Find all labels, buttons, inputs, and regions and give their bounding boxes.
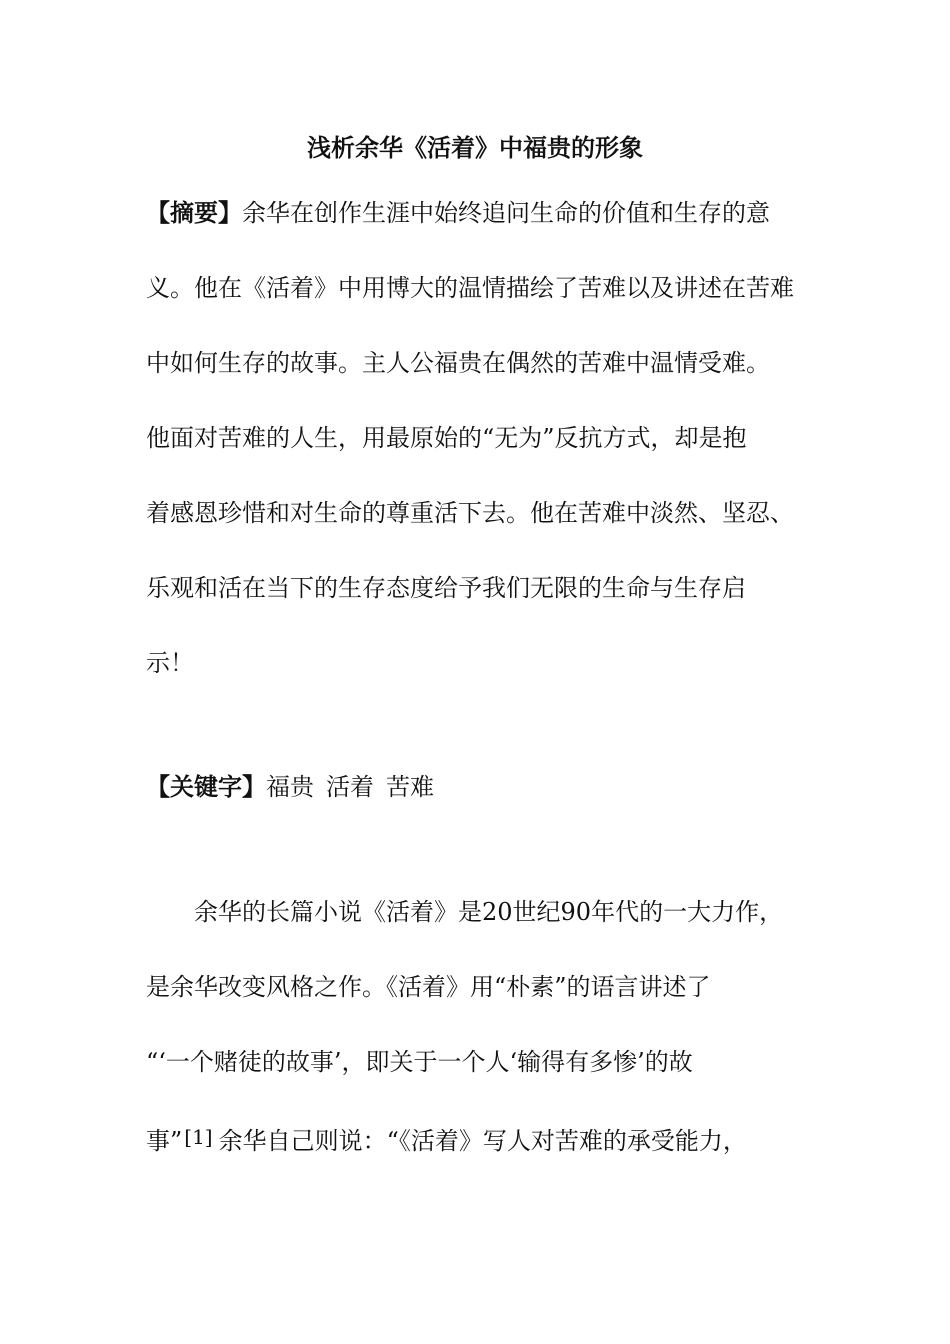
abstract-line-3: 中如何生存的故事。主人公福贵在偶然的苦难中温情受难。: [146, 349, 770, 377]
keyword: 苦难: [386, 773, 434, 801]
keywords-label: 【关键字】: [146, 773, 266, 801]
abstract-line-4: 他面对苦难的人生，用最原始的“无为”反抗方式，却是抱: [146, 424, 747, 452]
keyword: 福贵: [266, 773, 314, 801]
body-line-3: “‘一个赌徒的故事’，即关于一个人‘输得有多惨’的故: [146, 1048, 693, 1076]
abstract-line-2: 义。他在《活着》中用博大的温情描绘了苦难以及讲述在苦难: [146, 274, 794, 302]
body-line-1: 余华的长篇小说《活着》是20世纪90年代的一大力作，: [194, 898, 784, 926]
body-line-4: [146, 1117, 816, 1161]
keyword: 活着: [326, 773, 374, 801]
abstract-line-7: 示！: [146, 649, 194, 677]
abstract-line-6: 乐观和活在当下的生存态度给予我们无限的生命与生存启: [146, 574, 746, 602]
abstract-label: 【摘要】: [146, 199, 242, 227]
abstract-line-5: 着感恩珍惜和对生命的尊重活下去。他在苦难中淡然、坚忍、: [146, 499, 794, 527]
body-line-4-start: 事”: [146, 1127, 183, 1155]
keywords-line: [146, 767, 816, 807]
body-line-4-rest: 余华自己则说：“《活着》写人对苦难的承受能力，: [218, 1127, 747, 1155]
body-line-2: 是余华改变风格之作。《活着》用“朴素”的语言讲述了: [146, 973, 711, 1001]
abstract-line-1: [146, 193, 816, 233]
document-title: 浅析余华《活着》中福贵的形象: [307, 134, 643, 162]
citation-marker[interactable]: [1]: [184, 1125, 213, 1149]
abstract-text: 余华在创作生涯中始终追问生命的价值和生存的意: [242, 199, 770, 227]
